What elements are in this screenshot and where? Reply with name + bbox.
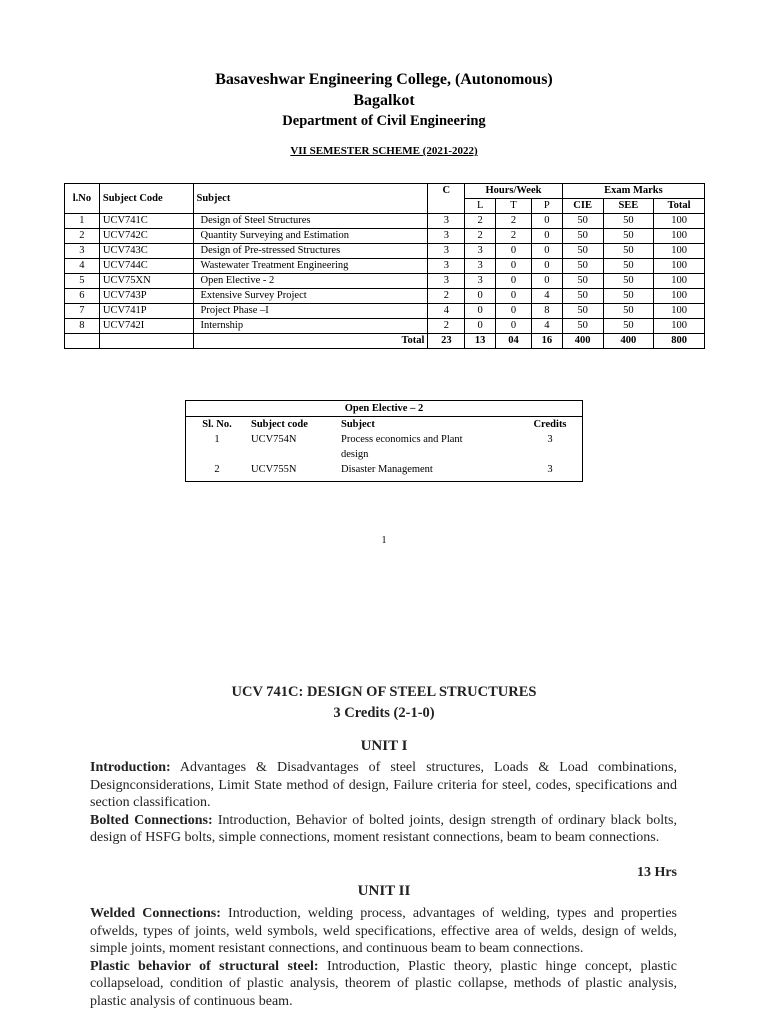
table-row: [65, 229, 705, 244]
cell-sno: 5: [65, 274, 100, 289]
cell-l: 0: [465, 319, 496, 334]
total-label: Total: [193, 334, 428, 349]
table-row: [65, 319, 705, 334]
col-subject: Subject: [193, 184, 428, 214]
oe-credits: 3: [547, 434, 553, 445]
cell-p: 0: [531, 214, 562, 229]
cell-total: 100: [654, 214, 705, 229]
cell-l: 2: [465, 214, 496, 229]
course-credits: 3 Credits (2-1-0): [333, 705, 435, 721]
cell-t: 0: [496, 274, 532, 289]
cell-l: 3: [465, 274, 496, 289]
cell-sno: 8: [65, 319, 100, 334]
cell-c: 3: [428, 274, 465, 289]
total-see: 400: [603, 334, 654, 349]
oe-subject-line2: design: [341, 449, 369, 460]
col-code: Subject Code: [99, 184, 193, 214]
table-row: [65, 244, 705, 259]
cell-subject: Quantity Surveying and Estimation: [193, 229, 428, 244]
cell-l: 0: [465, 304, 496, 319]
table-row: [65, 214, 705, 229]
cell-sno: 4: [65, 259, 100, 274]
cell-total: 100: [654, 229, 705, 244]
cell-see: 50: [603, 229, 654, 244]
oe-header-row: [186, 417, 582, 432]
unit2-para1-text: Introduction, welding process, advantages of welding, types and properties ofwelds, types of joints, weld symbols, weld specifications, effective area of welds, design of welds, simple joints, moment resistant connections, and continuous beam to beam connections.: [90, 906, 677, 956]
cell-see: 50: [603, 244, 654, 259]
cell-cie: 50: [562, 319, 603, 334]
unit2-para2: [90, 958, 677, 1011]
college-name: Basaveshwar Engineering College, (Autonomous): [215, 71, 553, 88]
cell-total: 100: [654, 274, 705, 289]
cell-subject: Design of Steel Structures: [193, 214, 428, 229]
cell-t: 2: [496, 214, 532, 229]
unit1-hours: 13 Hrs: [636, 865, 677, 880]
cell-t: 0: [496, 244, 532, 259]
cell-cie: 50: [562, 274, 603, 289]
unit2-para2-text: Introduction, Plastic theory, plastic hinge concept, plastic collapseload, condition of plastic analysis, theorem of plastic collapse, methods of plastic analysis, plastic analysis of continuous beam.: [90, 958, 677, 1009]
total-p: 16: [531, 334, 562, 349]
cell-p: 0: [531, 229, 562, 244]
cell-subject: Design of Pre-stressed Structures: [193, 244, 428, 259]
cell-c: 4: [428, 304, 465, 319]
table-row: [65, 304, 705, 319]
total-cie: 400: [562, 334, 603, 349]
cell-t: 0: [496, 259, 532, 274]
cell-total: 100: [654, 304, 705, 319]
cell-p: 4: [531, 289, 562, 304]
unit1-para2-text: Introduction, Behavior of bolted joints, design strength of ordinary black bolts, design of HSFG bolts, simple connections, moment resistant connections, beam to beam connections.: [90, 812, 677, 845]
col-total: Total: [654, 199, 705, 214]
unit2-para1-heading: Welded Connections:: [90, 906, 221, 921]
open-elective-box: [185, 400, 583, 482]
cell-code: UCV744C: [99, 259, 193, 274]
cell-cie: 50: [562, 304, 603, 319]
cell-total: 100: [654, 244, 705, 259]
col-t: T: [496, 199, 532, 214]
cell-t: 0: [496, 319, 532, 334]
cell-total: 100: [654, 289, 705, 304]
cell-code: UCV741P: [99, 304, 193, 319]
cell-subject: Project Phase –I: [193, 304, 428, 319]
cell-p: 0: [531, 259, 562, 274]
cell-see: 50: [603, 259, 654, 274]
unit1-para2: [90, 812, 677, 847]
unit2-body: [90, 905, 677, 1010]
course-title: UCV 741C: DESIGN OF STEEL STRUCTURES: [231, 684, 537, 700]
cell-subject: Wastewater Treatment Engineering: [193, 259, 428, 274]
cell-see: 50: [603, 289, 654, 304]
cell-subject: Extensive Survey Project: [193, 289, 428, 304]
table-row: [65, 259, 705, 274]
oe-code: UCV755N: [251, 464, 297, 475]
scheme-table: [64, 183, 705, 349]
cell-sno: 6: [65, 289, 100, 304]
cell-see: 50: [603, 214, 654, 229]
cell-l: 3: [465, 259, 496, 274]
cell-t: 2: [496, 229, 532, 244]
unit1-para1-heading: Introduction:: [90, 760, 171, 775]
col-marks: Exam Marks: [562, 184, 704, 199]
col-hours: Hours/Week: [465, 184, 563, 199]
oe-sno: 1: [214, 434, 220, 445]
unit1-para1-text: Advantages & Disadvantages of steel structures, Loads & Load combinations, Designconsiderations, Limit State method of design, Failure criteria for steel, codes, specifications and section classification.: [90, 760, 677, 810]
oe-subject-line1: Process economics and Plant: [341, 434, 463, 445]
cell-l: 3: [465, 244, 496, 259]
cell-see: 50: [603, 274, 654, 289]
total-blank-2: [99, 334, 193, 349]
col-credits: C: [428, 184, 465, 199]
cell-c: 3: [428, 244, 465, 259]
credits-blank: [428, 199, 465, 214]
oe-row: [186, 432, 582, 462]
cell-code: UCV75XN: [99, 274, 193, 289]
cell-p: 0: [531, 274, 562, 289]
cell-see: 50: [603, 319, 654, 334]
col-l: L: [465, 199, 496, 214]
table-row: [65, 289, 705, 304]
city-name: Bagalkot: [353, 92, 415, 109]
unit2-heading: UNIT II: [357, 883, 411, 899]
cell-cie: 50: [562, 214, 603, 229]
open-elective-table: [186, 417, 582, 477]
oe-credits: 3: [547, 464, 553, 475]
oe-row: [186, 462, 582, 477]
unit2-para1: [90, 905, 677, 958]
unit1-body: [90, 759, 677, 847]
oe-col-subject: Subject: [341, 419, 375, 430]
total-t: 04: [496, 334, 532, 349]
col-p: P: [531, 199, 562, 214]
cell-sno: 2: [65, 229, 100, 244]
cell-subject: Open Elective - 2: [193, 274, 428, 289]
total-blank-1: [65, 334, 100, 349]
cell-code: UCV741C: [99, 214, 193, 229]
cell-p: 8: [531, 304, 562, 319]
cell-see: 50: [603, 304, 654, 319]
cell-sno: 1: [65, 214, 100, 229]
cell-cie: 50: [562, 289, 603, 304]
department-name: Department of Civil Engineering: [282, 113, 486, 129]
page-number: 1: [381, 535, 387, 546]
cell-cie: 50: [562, 229, 603, 244]
header-row: [65, 184, 705, 199]
oe-code: UCV754N: [251, 434, 297, 445]
cell-t: 0: [496, 304, 532, 319]
cell-code: UCV742C: [99, 229, 193, 244]
cell-p: 0: [531, 244, 562, 259]
cell-sno: 7: [65, 304, 100, 319]
cell-cie: 50: [562, 244, 603, 259]
unit2-para2-heading: Plastic behavior of structural steel:: [90, 958, 319, 974]
cell-code: UCV742I: [99, 319, 193, 334]
cell-c: 2: [428, 319, 465, 334]
oe-col-sno: Sl. No.: [202, 419, 232, 430]
cell-p: 4: [531, 319, 562, 334]
cell-sno: 3: [65, 244, 100, 259]
cell-code: UCV743P: [99, 289, 193, 304]
cell-l: 0: [465, 289, 496, 304]
cell-c: 3: [428, 259, 465, 274]
unit1-para1: [90, 759, 677, 812]
cell-c: 2: [428, 289, 465, 304]
scheme-title: VII SEMESTER SCHEME (2021-2022): [290, 145, 478, 157]
cell-c: 3: [428, 214, 465, 229]
col-see: SEE: [603, 199, 654, 214]
oe-subject: Disaster Management: [341, 464, 433, 475]
oe-sno: 2: [214, 464, 220, 475]
total-row: [65, 334, 705, 349]
total-total: 800: [654, 334, 705, 349]
oe-col-code: Subject code: [251, 419, 308, 430]
unit1-heading: UNIT I: [360, 738, 408, 754]
cell-code: UCV743C: [99, 244, 193, 259]
cell-total: 100: [654, 319, 705, 334]
unit1-para2-heading: Bolted Connections:: [90, 812, 213, 828]
col-cie: CIE: [562, 199, 603, 214]
open-elective-title: Open Elective – 2: [186, 401, 582, 417]
cell-subject: Internship: [193, 319, 428, 334]
table-row: [65, 274, 705, 289]
cell-cie: 50: [562, 259, 603, 274]
total-l: 13: [465, 334, 496, 349]
cell-c: 3: [428, 229, 465, 244]
cell-total: 100: [654, 259, 705, 274]
cell-l: 2: [465, 229, 496, 244]
col-sno: l.No: [65, 184, 100, 214]
oe-col-credits: Credits: [533, 419, 567, 430]
total-c: 23: [428, 334, 465, 349]
oe-subject: [338, 432, 518, 462]
cell-t: 0: [496, 289, 532, 304]
